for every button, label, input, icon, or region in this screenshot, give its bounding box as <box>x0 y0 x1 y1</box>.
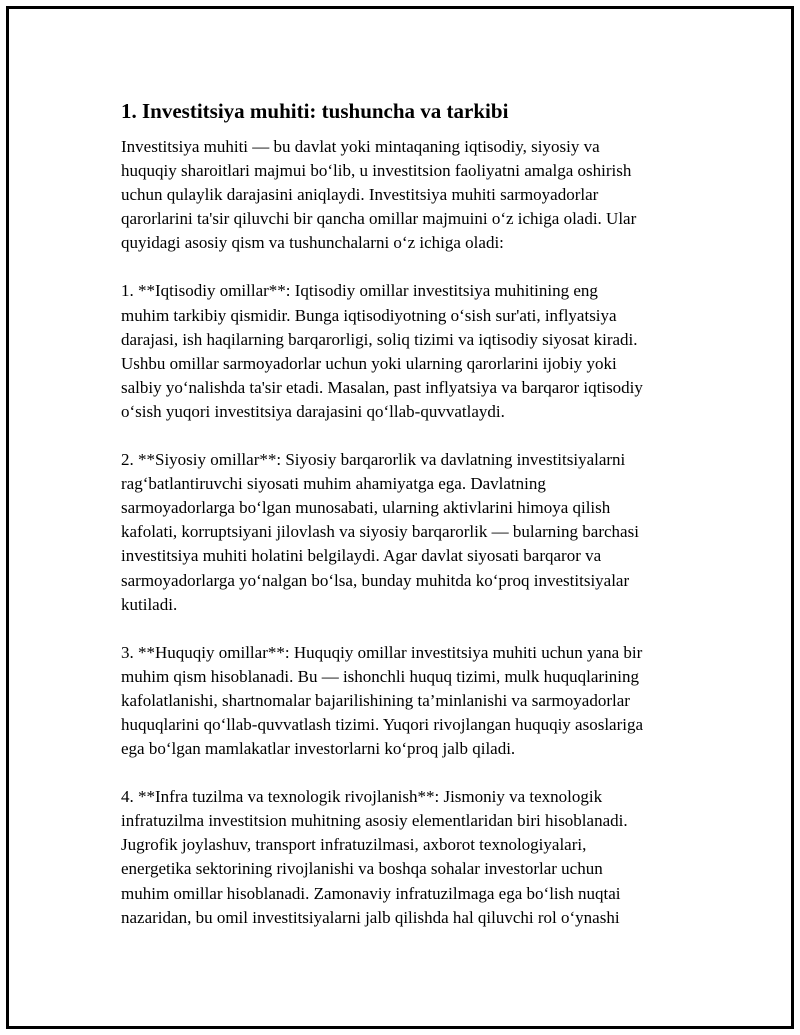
text-line: uchun qulaylik darajasini aniqlaydi. Investitsiya muhiti sarmoyadorlar <box>121 185 599 205</box>
political-factors-paragraph <box>121 448 711 617</box>
text-line: nazaridan, bu omil investitsiyalarni jalb qilishda hal qiluvchi rol o‘ynashi <box>121 907 620 927</box>
text-line: 3. **Huquqiy omillar**: Huquqiy omillar investitsiya muhiti uchun yana bir <box>121 642 643 662</box>
page-frame <box>6 6 794 1029</box>
text-line: salbiy yo‘nalishda ta'sir etadi. Masalan, past inflyatsiya va barqaror iqtisodiy <box>121 377 643 397</box>
text-line: sarmoyadorlarga bo‘lgan munosabati, ularning aktivlarini himoya qilish <box>121 498 611 518</box>
text-line: o‘sish yuqori investitsiya darajasini qo‘llab-quvvatlaydi. <box>121 401 505 421</box>
legal-factors-paragraph <box>121 641 711 761</box>
text-line: ega bo‘lgan mamlakatlar investorlarni ko‘proq jalb qiladi. <box>121 739 516 759</box>
text-line: 2. **Siyosiy omillar**: Siyosiy barqarorlik va davlatning investitsiyalarni <box>121 450 626 470</box>
text-line: muhim tarkibiy qismidir. Bunga iqtisodiyotning o‘sish sur'ati, inflyatsiya <box>121 305 617 325</box>
text-line: huquqlarini qo‘llab-quvvatlash tizimi. Yuqori rivojlangan huquqiy asoslariga <box>121 714 644 734</box>
text-line: qarorlarini ta'sir qiluvchi bir qancha omillar majmuini o‘z ichiga oladi. Ular <box>121 209 637 229</box>
text-line: 4. **Infra tuzilma va texnologik rivojlanish**: Jismoniy va texnologik <box>121 787 603 807</box>
text-line: muhim omillar hisoblanadi. Zamonaviy infratuzilmaga ega bo‘lish nuqtai <box>121 883 621 903</box>
text-line: huquqiy sharoitlari majmui bo‘lib, u investitsion faoliyatni amalga oshirish <box>121 161 632 181</box>
text-line: Investitsiya muhiti — bu davlat yoki mintaqaning iqtisodiy, siyosiy va <box>121 137 600 156</box>
text-line: Jugrofik joylashuv, transport infratuzilmasi, axborot texnologiyalari, <box>121 835 587 855</box>
intro-paragraph <box>121 135 711 255</box>
text-line: rag‘batlantiruvchi siyosati muhim ahamiyatga ega. Davlatning <box>121 474 546 494</box>
text-line: investitsiya muhiti holatini belgilaydi. Agar davlat siyosati barqaror va <box>121 546 602 566</box>
text-line: kafolati, korruptsiyani jilovlash va siyosiy barqarorlik — bularning barchasi <box>121 522 639 542</box>
text-line: 1. **Iqtisodiy omillar**: Iqtisodiy omillar investitsiya muhitining eng <box>121 281 598 301</box>
text-line: Ushbu omillar sarmoyadorlar uchun yoki ularning qarorlarini ijobiy yoki <box>121 353 617 373</box>
infrastructure-paragraph <box>121 785 711 930</box>
text-line: energetika sektorining rivojlanishi va boshqa sohalar investorlar uchun <box>121 859 603 879</box>
text-line: infratuzilma investitsion muhitning asosiy elementlaridan biri hisoblanadi. <box>121 811 628 831</box>
text-line: muhim qism hisoblanadi. Bu — ishonchli huquq tizimi, mulk huquqlarining <box>121 666 640 686</box>
text-line: sarmoyadorlarga yo‘nalgan bo‘lsa, bunday muhitda ko‘proq investitsiyalar <box>121 570 630 590</box>
section-heading: 1. Investitsiya muhiti: tushuncha va tarkibi <box>121 99 509 123</box>
text-line: kafolatlanishi, shartnomalar bajarilishining ta’minlanishi va sarmoyadorlar <box>121 690 630 710</box>
text-line: quyidagi asosiy qism va tushunchalarni o‘z ichiga oladi: <box>121 233 504 253</box>
text-line: kutiladi. <box>121 594 178 614</box>
text-line: darajasi, ish haqilarning barqarorligi, soliq tizimi va iqtisodiy siyosat kiradi. <box>121 329 638 349</box>
page-content <box>121 97 711 954</box>
economic-factors-paragraph <box>121 279 711 424</box>
